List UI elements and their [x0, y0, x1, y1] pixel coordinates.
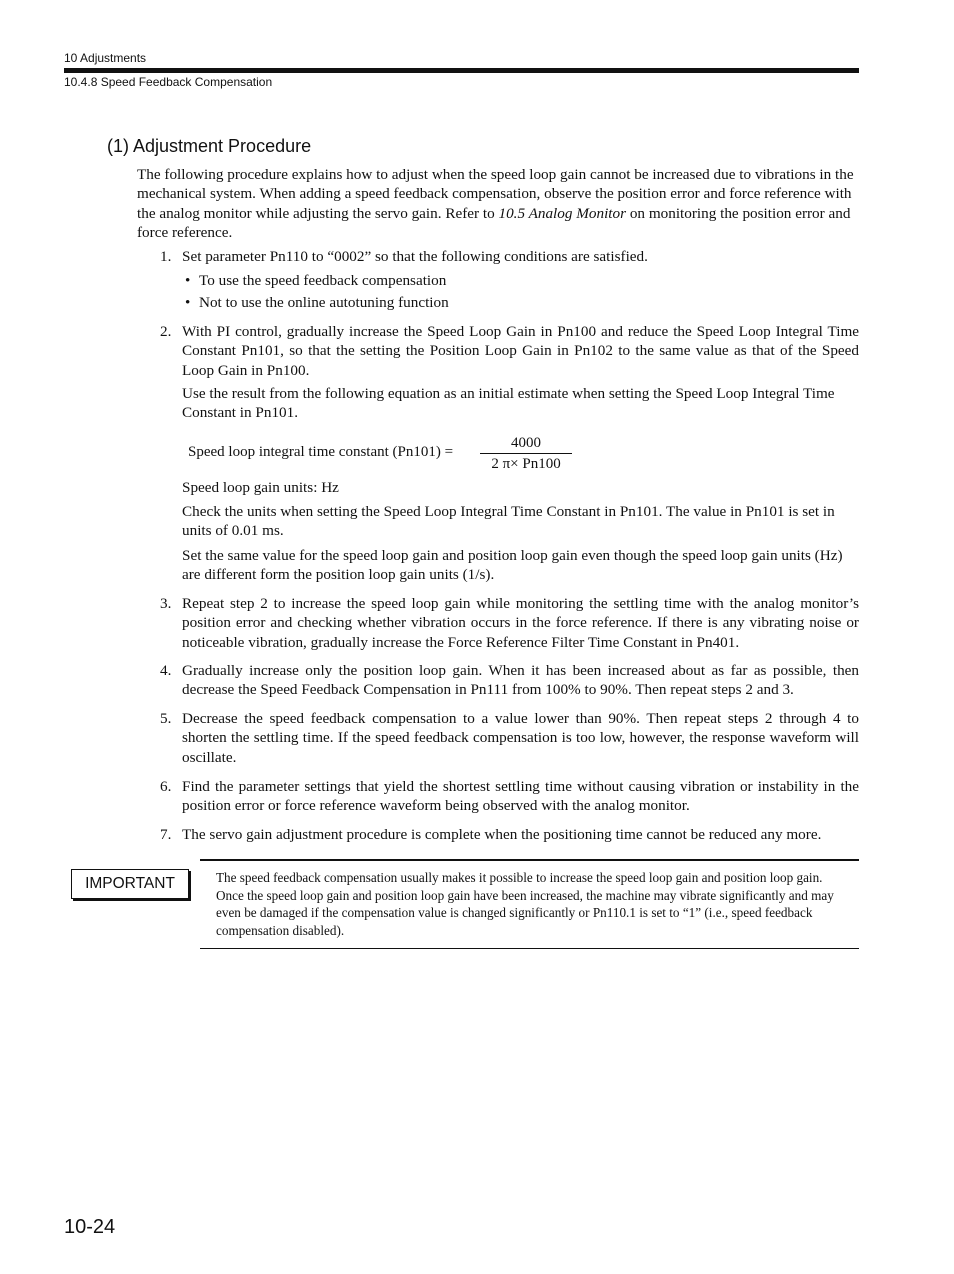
step-1 — [160, 247, 859, 266]
bullet-dot-icon: • — [185, 294, 191, 311]
step-text: Find the parameter settings that yield the shortest settling time without causing vibration or instability in the position error or force reference waveform being observed with the analog monitor. — [182, 778, 859, 815]
intro-reference: 10.5 Analog Monitor — [498, 204, 627, 222]
equation-numerator: 4000 — [511, 435, 541, 451]
intro-text-before: The following procedure explains how to adjust when the speed loop gain cannot be increased due to vibrations in the mechanical system. When adding a speed feedback compensation, observe the position error and force reference with the analog monitor while adjusting the servo gain. Refer to — [137, 166, 854, 222]
step-number: 1. — [160, 248, 172, 265]
step-number: 2. — [160, 323, 172, 340]
equation-label: Speed loop integral time constant (Pn101) = — [188, 444, 454, 460]
step-text: Repeat step 2 to increase the speed loop gain while monitoring the settling time with the analog monitor’s position error and checking whether vibration occurs in the force reference. If there is any vibrating noise or noticeable vibration, gradually increase the Force Reference Filter Time Constant in Pn401. — [182, 595, 859, 651]
important-text: The speed feedback compensation usually makes it possible to increase the speed loop gain and position loop gain. Once the speed loop gain and position loop gain have been increased, the machine may vibrate significantly and may even be damaged if the compensation value is changed significantly or Pn110.1 is set to “1” (i.e., speed feedback compensation disabled). — [216, 870, 834, 938]
intro-paragraph — [137, 165, 859, 243]
section-title: (1) Adjustment Procedure — [107, 136, 312, 156]
important-rule-bottom — [200, 948, 859, 949]
fraction-bar — [480, 453, 572, 454]
step-6 — [160, 777, 859, 816]
step-number: 6. — [160, 778, 172, 795]
header-section: 10.4.8 Speed Feedback Compensation — [64, 75, 273, 89]
step-7 — [160, 825, 859, 844]
units-note: Speed loop gain units: Hz — [182, 479, 339, 496]
step-5 — [160, 709, 859, 767]
same-value-paragraph: Set the same value for the speed loop gain and position loop gain even though the speed loop gain units (Hz) are different form the position loop gain units (1/s). — [182, 547, 843, 584]
step-text: Gradually increase only the position loop gain. When it has been increased about as far as possible, then decrease the Speed Feedback Compensation in Pn111 from 100% to 90%. Then repeat steps 2 and 3. — [182, 662, 859, 699]
step-number: 3. — [160, 595, 172, 612]
bullet-text: Not to use the online autotuning function — [199, 294, 449, 311]
step-number: 7. — [160, 826, 172, 843]
page-number: 10-24 — [64, 1216, 116, 1238]
equation-fraction — [480, 434, 572, 473]
bullet-text: To use the speed feedback compensation — [199, 272, 447, 289]
step-4 — [160, 661, 859, 700]
step-text: Decrease the speed feedback compensation to a value lower than 90%. Then repeat steps 2 through 4 to shorten the settling time. If the speed feedback compensation is too low, however, the response waveform will oscillate. — [182, 710, 859, 766]
step-text: With PI control, gradually increase the Speed Loop Gain in Pn100 and reduce the Speed Loop Integral Time Constant Pn101, so that the setting the Position Loop Gain in Pn102 to the same value as that of the Speed Loop Gain in Pn100. — [182, 323, 859, 379]
estimate-paragraph: Use the result from the following equation as an initial estimate when setting the Speed Loop Integral Time Constant in Pn101. — [182, 385, 835, 422]
bullet-dot-icon: • — [185, 272, 191, 289]
intro-text-after: on monitoring the position error and force reference. — [137, 204, 851, 242]
header-chapter: 10 Adjustments — [64, 51, 147, 65]
step-2 — [160, 322, 859, 380]
equation-denominator: 2 π× Pn100 — [491, 456, 561, 472]
bullet-item — [185, 271, 446, 290]
step-number: 5. — [160, 710, 172, 727]
step-number: 4. — [160, 662, 172, 679]
step-text: The servo gain adjustment procedure is complete when the positioning time cannot be reduced any more. — [182, 826, 822, 843]
check-paragraph: Check the units when setting the Speed Loop Integral Time Constant in Pn101. The value in Pn101 is set in units of 0.01 ms. — [182, 503, 835, 540]
step-3 — [160, 594, 859, 652]
header-rule — [64, 68, 859, 73]
important-rule-top — [200, 859, 859, 861]
important-label: IMPORTANT — [71, 869, 189, 899]
bullet-item — [185, 293, 449, 312]
step-text: Set parameter Pn110 to “0002” so that the following conditions are satisfied. — [182, 248, 648, 265]
